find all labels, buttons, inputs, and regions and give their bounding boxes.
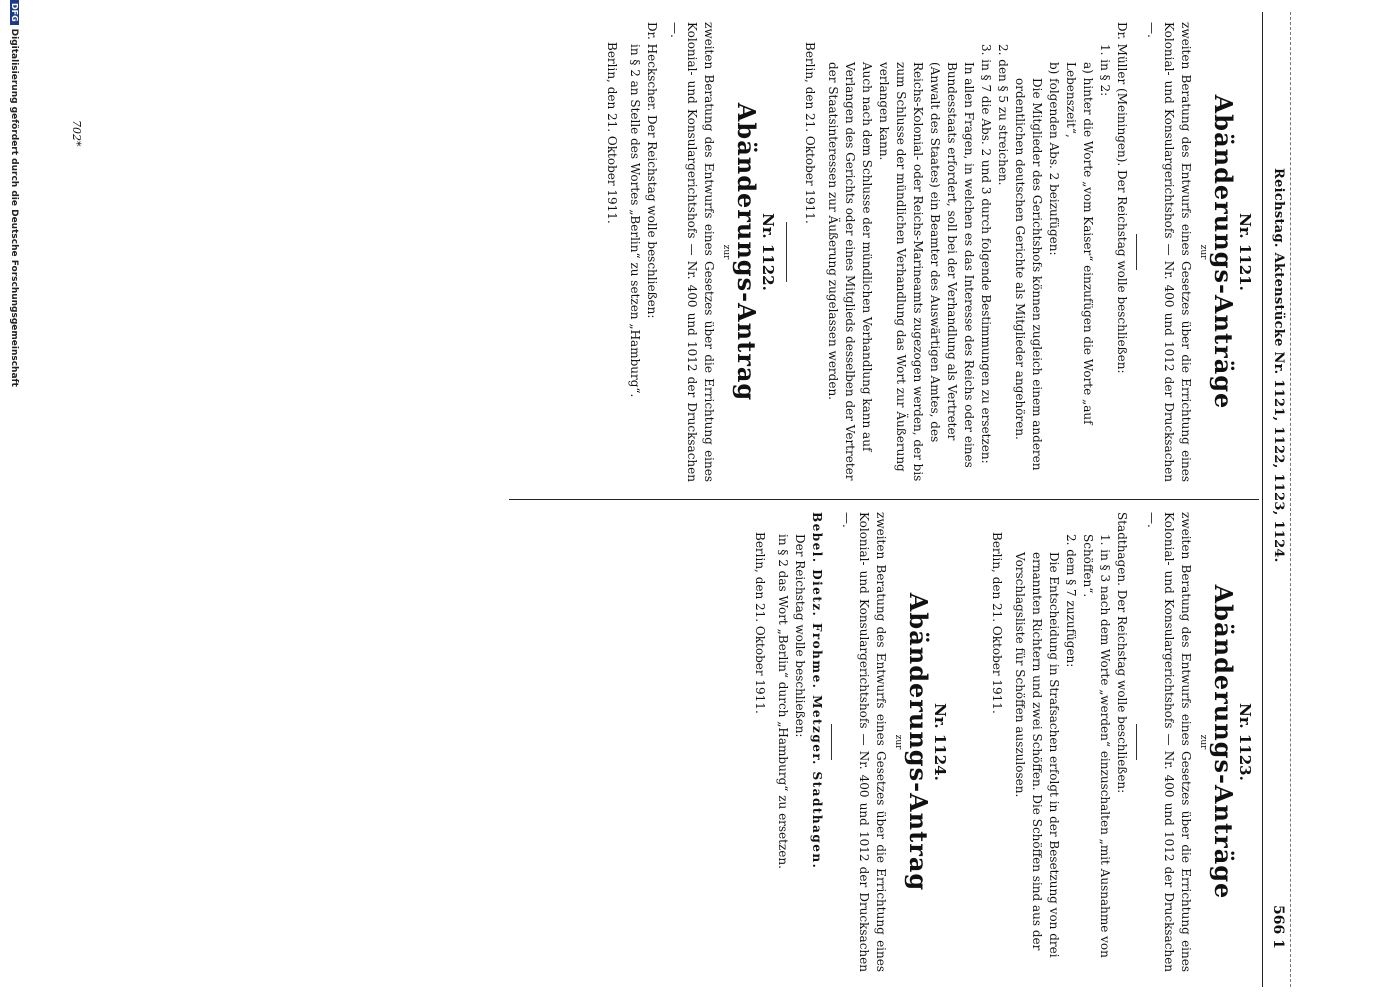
motion-1124: Der Reichstag wolle beschließen:: [793, 534, 807, 738]
item2-text-1123: Die Entscheidung in Strafsachen erfolgt in der Besetzung von drei ernannten Richtern und zwei Schöffen. Die Schöffen sind aus der Vorschlagsliste für Schöffen auszulosen.: [1013, 552, 1061, 958]
left-column: [603, 22, 1253, 482]
page-number: 566 1: [1270, 905, 1286, 949]
motion-1121: Dr. Müller (Meiningen). Der Reichstag wolle beschließen:: [1115, 22, 1129, 374]
dfg-logo: DFG: [10, 0, 19, 25]
desc-1124: zweiten Beratung des Entwurfs eines Gesetzes über die Errichtung eines Kolonial- und Konsulargerichtshofs — Nr. 400 und 1012 der Drucksachen —.: [840, 512, 888, 972]
motion-1123: Stadthagen. Der Reichstag wolle beschließen:: [1115, 512, 1129, 794]
item3-p2-1121: Auch nach dem Schlusse der mündlichen Verhandlung kann auf Verlangen des Gerichts oder eines Mitglieds desselben der Vertreter der Staatsinteressen zur Äußerung zugelassen werden.: [826, 62, 874, 481]
rule-1124: [831, 724, 832, 760]
doc-number-1123: Nr. 1123.: [1236, 703, 1254, 781]
rule-1121: [1136, 234, 1137, 270]
doc-number-1121: Nr. 1121.: [1236, 213, 1254, 291]
right-column: [751, 512, 1253, 972]
desc-1121: zweiten Beratung des Entwurfs eines Gesetzes über die Errichtung eines Kolonial- und Konsulargerichtshofs — Nr. 400 und 1012 der Drucksachen —.: [1145, 22, 1193, 482]
rule-1123: [1136, 724, 1137, 760]
date-1122: Berlin, den 21. Oktober 1911.: [605, 42, 619, 224]
header-dashed-rule: [1290, 12, 1291, 987]
zur-1121: zur: [1198, 244, 1208, 260]
signature-mark: 702*: [70, 120, 83, 147]
item1-1123: 1. in § 3 nach dem Worte „werden“ einzuschalten „mit Ausnahme von Schöffen“.: [1081, 534, 1112, 958]
zur-1123: zur: [1198, 734, 1208, 750]
signers-1124: Bebel. Dietz. Frohme. Metzger. Stadthagen.: [810, 512, 824, 870]
header-rule: [1262, 12, 1263, 987]
item3-1121: 3. in § 7 die Abs. 2 und 3 durch folgende Bestimmungen zu ersetzen:: [979, 44, 993, 464]
date-1121: Berlin, den 21. Oktober 1911.: [803, 42, 817, 224]
zur-1124: zur: [893, 734, 903, 750]
zur-1122: zur: [721, 244, 731, 260]
item1-1121: 1. in § 2:: [1098, 44, 1112, 97]
item-1122: in § 2 an Stelle des Wortes „Berlin“ zu setzen „Hamburg“.: [628, 44, 642, 398]
date-1123: Berlin, den 21. Oktober 1911.: [990, 532, 1004, 714]
header-title: Reichstag. Aktenstücke Nr. 1121, 1122, 1123, 1124.: [1271, 168, 1286, 563]
desc-1123: zweiten Beratung des Entwurfs eines Gesetzes über die Errichtung eines Kolonial- und Konsulargerichtshofs — Nr. 400 und 1012 der Drucksachen —.: [1145, 512, 1193, 972]
date-1124: Berlin, den 21. Oktober 1911.: [753, 532, 767, 714]
item-1124: in § 2 das Wort „Berlin“ durch „Hamburg“ zu ersetzen.: [776, 534, 790, 869]
item1b-text-1121: Die Mitglieder des Gerichtshofs können zugleich einem anderen ordentlichen deutschen Gerichte als Mitglieder angehören.: [1013, 78, 1044, 471]
heading-1121: Abänderungs-Anträge: [1209, 94, 1238, 410]
item1a-1121: a) hinter die Worte „vom Kaiser“ einzufügen die Worte „auf Lebenszeit“,: [1064, 62, 1095, 425]
item2-1123: 2. dem § 7 zuzufügen:: [1064, 534, 1078, 668]
heading-1122: Abänderungs-Antrag: [732, 102, 761, 402]
motion-1122: Dr. Heckscher. Der Reichstag wolle beschließen:: [645, 22, 659, 319]
column-separator: [509, 499, 1259, 500]
desc-1122: zweiten Beratung des Entwurfs eines Gesetzes über die Errichtung eines Kolonial- und Konsulargerichtshofs — Nr. 400 und 1012 der Drucksachen —.: [668, 22, 716, 482]
doc-number-1124: Nr. 1124.: [931, 703, 949, 781]
credit-text: Digitalisierung gefördert durch die Deutsche Forschungsgemeinschaft: [9, 28, 19, 387]
item1b-1121: b) folgenden Abs. 2 beizufügen:: [1047, 62, 1061, 256]
doc-number-1122: Nr. 1122.: [759, 213, 777, 291]
rule-end-1121: [786, 222, 787, 282]
heading-1124: Abänderungs-Antrag: [904, 592, 933, 892]
dfg-credit: [9, 0, 19, 1000]
heading-1123: Abänderungs-Anträge: [1209, 584, 1238, 900]
item2-1121: 2. den § 5 zu streichen.: [996, 44, 1010, 186]
item3-p1-1121: In allen Fragen, in welchen es das Interesse des Reichs oder eines Bundesstaats erfordert, soll bei der Verhandlung als Vertreter (Anwalt des Staates) ein Beamter des Auswärtigen Amtes, des Reichs-Kolonial- oder Reichs-Marineamts zugezogen werden, der bis zum Schlusse der mündlichen Verhandlung das Wort zur Äußerung verlangen kann.: [877, 62, 976, 482]
